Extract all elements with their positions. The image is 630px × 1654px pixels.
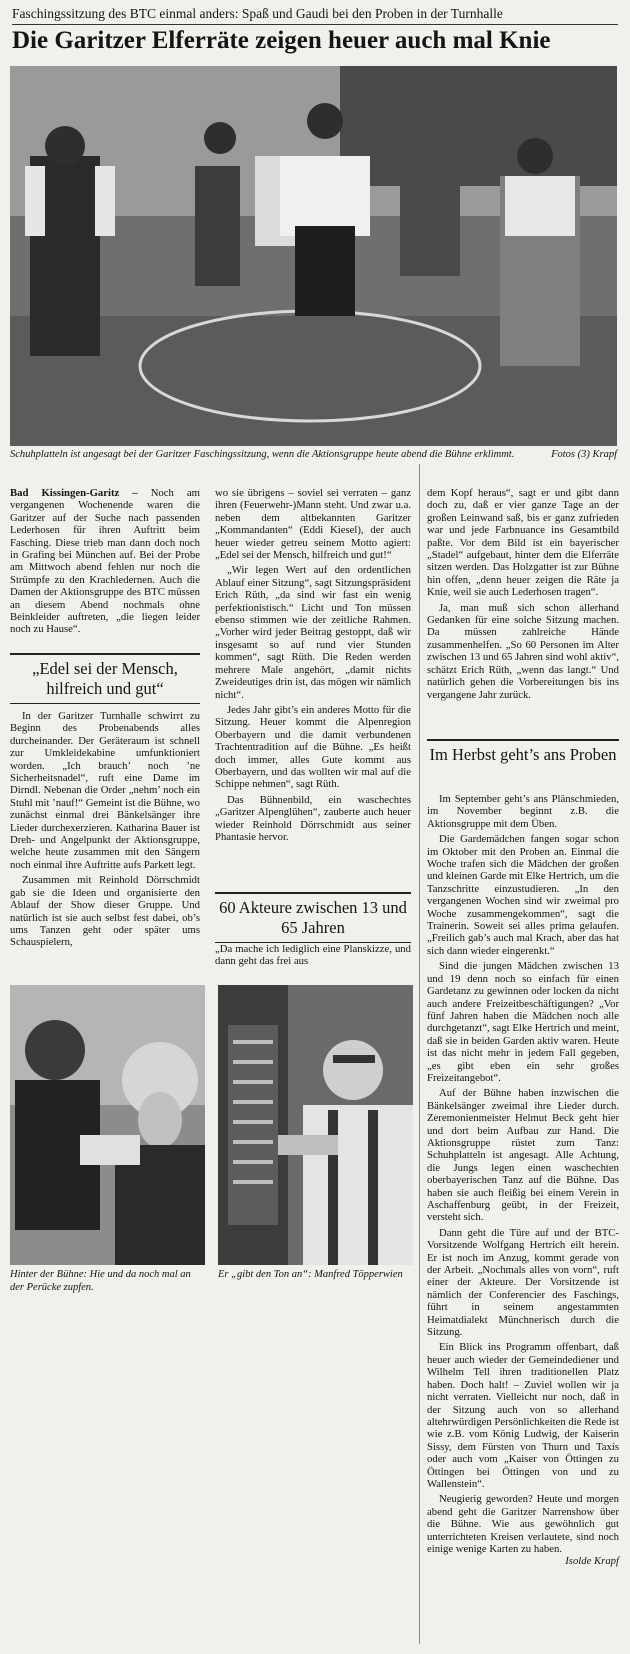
article-kicker: Faschingssitzung des BTC einmal anders: Spaß und Gaudi bei den Proben in der Turnhalle xyxy=(12,6,618,25)
col3-paragraph-9 xyxy=(427,1493,619,1568)
wig-photo-caption: Hinter der Bühne: Hie und da noch mal an der Perücke zupfen. xyxy=(10,1269,191,1293)
column-2-continued xyxy=(215,943,411,971)
col2-paragraph-3: Jedes Jahr gibt’s ein anderes Motto für die Sitzung. Heuer kommt die Alpenregion Oberbayern und die damit verbundenen Trachtentradition auf die Bühne. „Es heißt doch immer, alles Gute kommt aus Oberbayern, und das wollten wir mal auf die Schippe nehmen“, sagt Rüth. xyxy=(215,703,411,791)
col1-paragraph-3: Zusammen mit Reinhold Dörrschmidt gab sie die Ideen und organisierte den Ablauf der Show dieser Gruppe. Und natürlich ist sie auch selbst fest dabei, ob’s ums Tanzen geht oder später ums Schauspielern, xyxy=(10,874,200,949)
tech-photo xyxy=(218,985,413,1265)
col1-p1-text: Noch am vergangenen Wochenende waren die Garitzer auf der Suche nach passenden Lederhosen für ihren Auftritt beim Fasching. Diese trieb man dann doch noch in Grafing bei München auf. Bei der Probe am Mittwoch abend fehlen nur noch die Strümpfe zu den Krachledernen. Auch die Damen der Aktionsgruppe des BTC müssen an diesem Abend nochmals ohne Beinkleider auftreten, „die liegen leider noch zu Hause“. xyxy=(10,487,200,636)
col3-subheading: Im Herbst geht’s ans Proben xyxy=(427,739,619,769)
col1-paragraph-2: In der Garitzer Turnhalle schwirrt zu Beginn des Probenabends alles durcheinander. Der Geräteraum ist schnell zur Umkleidekabine umfunktioniert worden. „Ich brauch’ noch ’ne Sicherheitsnadel“, ruft eine Dame im Dirndl. Nebenan die Order „nehm’ noch ein Stuhl mit ’nauf!“ Gemeint ist die Bühne, wo zunächst einmal drei Bänkelsänger ihre Lieder durchexerzieren. Katharina Bauer ist Dreh- und Angelpunkt der Aktionsgruppe, welche heute zusammen mit den Sängern noch einmal ihre Auftritte aufs Parkett legt. xyxy=(10,710,200,871)
col3-paragraph-7: Dann geht die Türe auf und der BTC-Vorsitzende Wolfgang Hertrich eilt herein. Er ist noch im Anzug, kommt gerade von der Arbeit. „Nochmals alles von vorn“, ruft einer der Akteure. Der Vorsitzende ist nämlich der Conferencier des Faschings, führt in seinem angestammten Heimatdialekt Münchnerisch durch die Sitzung. xyxy=(427,1226,619,1339)
col2-paragraph-4: Das Bühnenbild, ein waschechtes „Garitzer Alpenglühen“, zauberte auch heuer wieder Reinhold Dörrschmidt aus seiner Phantasie hervor. xyxy=(215,793,411,843)
dateline: Bad Kissingen-Garitz – xyxy=(10,487,138,499)
col3-p9-text: Neugierig geworden? Heute und morgen abend geht die Garitzer Narrenshow über die Bühne. Wie aus gewöhnlich gut unterrichteten Kreisen verlautete, sind noch einige wenige Karten zu haben. xyxy=(427,1493,619,1555)
col1-paragraph-1 xyxy=(10,487,200,636)
tech-photo-caption: Er „gibt den Ton an“: Manfred Töpperwien xyxy=(218,1269,403,1280)
main-photo-caption xyxy=(10,448,617,476)
main-photo xyxy=(10,66,617,446)
col2-paragraph-5: „Da mache ich lediglich eine Planskizze, und dann geht das frei aus xyxy=(215,943,411,968)
col2-paragraph-1: wo sie übrigens – soviel sei verraten – ganz ihren (Feuerwehr-)Mann steht. Und zwar u.a. neben dem altbekannten Garitzer „Kommandanten“ (Eddi Kiesel), der auch heuer wieder getreu seinem Motto agiert: „Edel sei der Mensch, hilfreich und gut!“ xyxy=(215,487,411,562)
col3-paragraph-4: Die Gardemädchen fangen sogar schon im Oktober mit den Proben an. Einmal die Woche trafen sich die Mädchen der großen und kleinen Garde mit Elke Hertrich, um die Tanzschritte einzustudieren. „In den vergangenen Wochen sind wir zweimal pro Woche zusammengekommen“, sagt die Trainerin. Soweit sei alles prima gelaufen. „Freilich gab’s auch mal Krach, aber das hat sich dann wieder eingerenkt.“ xyxy=(427,833,619,957)
col2-subheading: 60 Akteure zwischen 13 und 65 Jahren xyxy=(215,892,411,943)
column-3-continued xyxy=(427,793,619,1643)
col3-paragraph-2: Ja, man muß sich schon allerhand Gedanken für eine solche Sitzung machen. Da müssen zahlreiche Hände zusammenhelfen. „So 60 Personen im Alter zwischen 13 und 65 Jahren sind wohl aktiv“, schätzt Erich Rüth, „wenn das langt.“ Und natürlich gehen die Vorbereitungen bis ins vergangene Jahr zurück. xyxy=(427,601,619,701)
column-divider xyxy=(419,464,420,1644)
article-headline: Die Garitzer Elferräte zeigen heuer auch mal Knie xyxy=(12,27,551,54)
col3-paragraph-3: Im September geht’s ans Plänschmieden, im November beginnt z.B. die Aktionsgruppe mit dem Üben. xyxy=(427,793,619,830)
col3-paragraph-5: Sind die jungen Mädchen zwischen 13 und 19 denn noch so einfach für einen Gardetanz zu gewinnen oder locken da nicht auch andere Freizeitbeschäftigungen? „Vor fünf Jahren haben die Mädchen noch alle durchgetanzt“, sagt Elke Hertrich und meint, daß sie in beiden Garden aktiv waren. Heute ist das nicht mehr in jedem Fall gegeben, „es gibt eben ein sehr großes Freizeitangebot“. xyxy=(427,960,619,1084)
column-3 xyxy=(427,487,619,734)
col3-paragraph-8: Ein Blick ins Programm offenbart, daß heuer auch wieder der Gemeindediener und Wilhelm Tell ihren traditionellen Platz haben. Doch halt! – Zuviel wollen wir ja nicht verraten. Vielleicht nur noch, daß in der Sitzung auch von so allerhand altehrwürdigen Persönlichkeiten die Rede ist wie z.B. vom König Ludwig, der Kaiserin Sissy, dem Fürsten von Thurn und Taxis oder auch vom „Kaiser von Öttingen zu Öttingen bei Öttingen von und zu Wallenstein“. xyxy=(427,1341,619,1490)
column-1-continued xyxy=(10,710,200,949)
col3-paragraph-1: dem Kopf heraus“, sagt er und gibt dann doch zu, daß er vier ganze Tage an der großen Leinwand saß, bis er ganz zufrieden war und jede Farbnuance ins Gesamtbild paßte. Vor dem Bild ist ein bayerischer „Stadel“ aufgebaut, hinter dem die Elferräte sitzen werden. Das Holzgatter ist zur Bühne hin offen, „denn heuer zeigen die Räte ja Knie, weil sie auch Lederhosen tragen“. xyxy=(427,487,619,599)
wig-photo xyxy=(10,985,205,1265)
col1-subheading: „Edel sei der Mensch, hilfreich und gut“ xyxy=(10,653,200,704)
column-1 xyxy=(10,487,200,637)
column-2 xyxy=(215,487,411,893)
main-caption-text: Schuhplatteln ist angesagt bei der Garitzer Faschingssitzung, wenn die Aktionsgruppe heute abend die Bühne erklimmt. xyxy=(10,449,515,460)
col3-paragraph-6: Auf der Bühne haben inzwischen die Bänkelsänger zweimal ihre Lieder durch. Zeremonienmeister Helmut Beck geht hier und dort beim Aufbau zur Hand. Die Aktionsgruppe rüstet zum Tanz: Schuhplatteln ist angesagt. Alle Achtung, die Jungs legen einen waschechten oberbayerischen Tanz auf die Bühne. Das haben sie auch fleißig bei einem Verein in Aschaffenburg geübt, in der Freizeit, versteht sich. xyxy=(427,1087,619,1224)
main-caption-credit: Fotos (3) Krapf xyxy=(551,449,617,460)
author-byline: Isolde Krapf xyxy=(565,1555,619,1568)
col2-paragraph-2: „Wir legen Wert auf den ordentlichen Ablauf einer Sitzung“, sagt Sitzungspräsident Erich Rüth, „da sind wir fast ein wenig perfektionistisch.“ Licht und Ton müssen ebenso stimmen wie der zeitliche Rahmen. „Vorher wird jeder Beitrag gestoppt, daß wir insgesamt so auf rund vier Stunden kommen“, sagt Rüth. Die Reden werden mehrere Male angehört, „damit nichts Zweideutiges drin ist, das mögen wir nämlich nicht“. xyxy=(215,564,411,701)
